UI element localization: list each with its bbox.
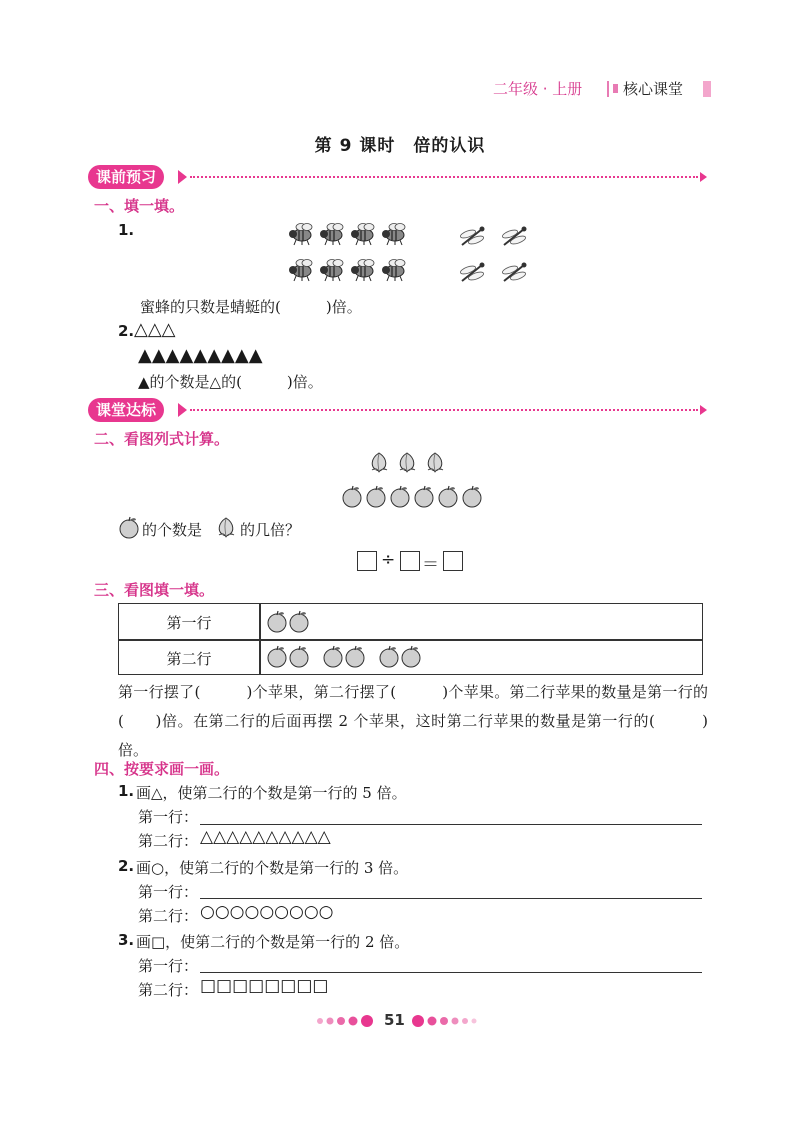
dragonfly-icon [501, 227, 526, 246]
row-label: 第二行 [166, 650, 212, 668]
dragonfly-icon [459, 227, 484, 246]
header-marker [613, 84, 618, 93]
answer-line[interactable] [200, 824, 702, 825]
page-number: 51 [384, 1011, 405, 1029]
bee-icon [320, 260, 343, 282]
bees-dragonflies-picture [288, 221, 538, 287]
apple-icon [290, 611, 308, 632]
instruction: 画□，使第二行的个数是第一行的 2 倍。 [136, 933, 410, 951]
footer-dots-left [316, 1013, 382, 1029]
apple-icon [346, 646, 364, 667]
section-heading-2: 二、看图列式计算。 [94, 430, 230, 448]
lesson-title: 第 9 课时 倍的认识 [314, 136, 486, 156]
table-divider [119, 639, 702, 641]
peach-icon [372, 453, 387, 472]
dragonfly-icon [459, 263, 484, 282]
apple-icon [380, 646, 398, 667]
apple-icon [463, 486, 481, 507]
question-1-text: 蜜蜂的只数是蜻蜓的( )倍。 [140, 298, 362, 316]
banner-classwork-label: 课堂达标 [88, 398, 164, 422]
row-label: 第一行 [166, 614, 212, 632]
answer-line[interactable] [200, 898, 702, 899]
question-text-part2: 的几倍？ [240, 521, 301, 539]
row-2-apples [267, 644, 437, 670]
bee-icon [382, 260, 405, 282]
question-text-part1: 的个数是 [142, 521, 203, 539]
question-number: 3. [118, 931, 135, 949]
peach-icon [428, 453, 443, 472]
section-heading-3: 三、看图填一填。 [94, 581, 215, 599]
apple-icon [343, 486, 361, 507]
header-divider [607, 81, 609, 97]
instruction: 画○，使第二行的个数是第一行的 3 倍。 [136, 859, 409, 877]
apple-icon [324, 646, 342, 667]
row-2-label: 第二行： [138, 907, 199, 925]
banner-arrow [178, 170, 187, 184]
header-bar [703, 81, 711, 97]
dotted-rule [190, 176, 698, 178]
question-2-text: ▲的个数是△的( )倍。 [138, 373, 323, 391]
dotted-rule [190, 409, 698, 411]
apple-icon [268, 646, 286, 667]
bee-icon [289, 224, 312, 246]
section-heading-1: 一、填一填。 [94, 197, 185, 215]
question-number: 2. [118, 857, 135, 875]
section-heading-4: 四、按要求画一画。 [94, 760, 230, 778]
row-2-label: 第二行： [138, 981, 199, 999]
peaches-apples-picture [340, 450, 490, 512]
page-footer [0, 1009, 800, 1031]
solid-triangles: ▲▲▲▲▲▲▲▲▲ [138, 345, 263, 366]
apple-icon [415, 486, 433, 507]
question-number: 1. [118, 221, 135, 239]
instruction: 画△，使第二行的个数是第一行的 5 倍。 [136, 784, 407, 802]
section-3-paragraph: 第一行摆了( )个苹果，第二行摆了( )个苹果。第二行苹果的数量是第一行的( )倍。在第二行的后面再摆 2 个苹果，这时第二行苹果的数量是第一行的( )倍。 [118, 683, 708, 759]
apple-icon [391, 486, 409, 507]
bee-icon [351, 260, 374, 282]
answer-line[interactable] [200, 972, 702, 973]
footer-dots-right [410, 1013, 480, 1029]
row-1-label: 第一行： [138, 957, 199, 975]
grade-label: 二年级 · 上册 [493, 80, 583, 98]
apple-icon [439, 486, 457, 507]
square-row: □□□□□□□□ [200, 976, 329, 996]
row-1-apples [267, 609, 327, 635]
apple-icon [290, 646, 308, 667]
answer-box-dividend[interactable] [357, 551, 377, 571]
answer-box-divisor[interactable] [400, 551, 420, 571]
rule-end-arrow [700, 405, 707, 415]
series-label: 核心课堂 [623, 80, 684, 98]
bee-icon [382, 224, 405, 246]
row-1-label: 第一行： [138, 883, 199, 901]
answer-box-result[interactable] [443, 551, 463, 571]
equals-sign: ＝ [422, 555, 439, 575]
bee-icon [289, 260, 312, 282]
page-header [493, 78, 713, 100]
banner-preview-label: 课前预习 [88, 165, 164, 189]
dragonfly-icon [501, 263, 526, 282]
apple-rows-table [118, 603, 703, 675]
apple-icon [367, 486, 385, 507]
rule-end-arrow [700, 172, 707, 182]
question-number: 2. [118, 322, 135, 340]
apple-icon [118, 516, 140, 540]
peach-icon [400, 453, 415, 472]
divide-sign: ÷ [381, 550, 396, 570]
apple-icon [268, 611, 286, 632]
circle-row: ○○○○○○○○○ [200, 902, 334, 922]
hollow-triangles: △△△ [134, 319, 176, 340]
row-2-label: 第二行： [138, 832, 199, 850]
bee-icon [351, 224, 374, 246]
triangle-row: △△△△△△△△△△ [200, 827, 331, 847]
banner-arrow [178, 403, 187, 417]
peach-icon [213, 514, 239, 540]
question-number: 1. [118, 782, 135, 800]
apple-icon [402, 646, 420, 667]
row-1-label: 第一行： [138, 808, 199, 826]
bee-icon [320, 224, 343, 246]
